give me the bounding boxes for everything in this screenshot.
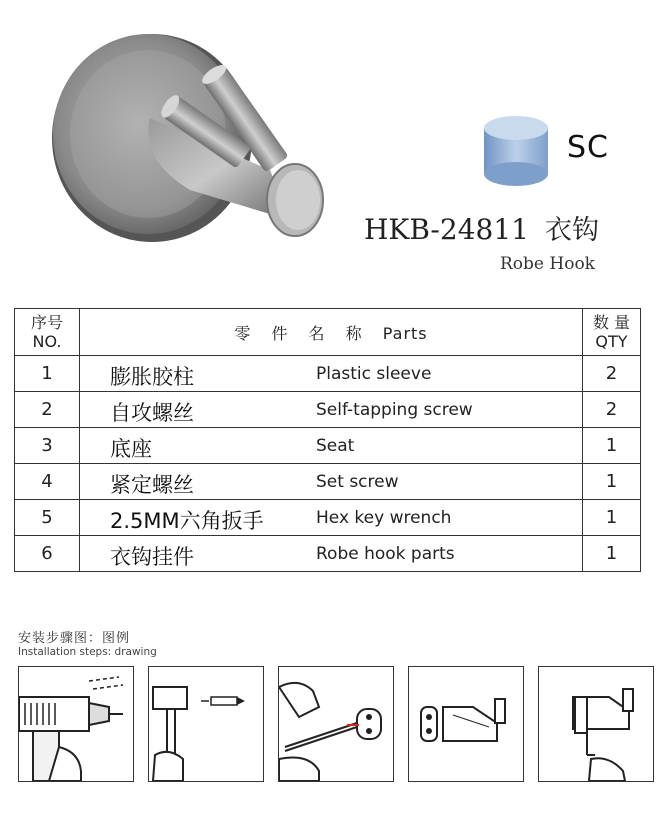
row-qty: 1 [583, 536, 641, 572]
row-name-cn: 自攻螺丝 [110, 401, 194, 425]
header-no-en: NO. [32, 332, 62, 351]
step-2-hammer [148, 666, 264, 782]
table-header-row [15, 309, 641, 356]
steps-subtitle: Installation steps: drawing [18, 646, 157, 658]
row-qty: 1 [583, 500, 641, 536]
table-row [15, 464, 641, 500]
row-name [80, 392, 583, 428]
row-name [80, 500, 583, 536]
table-row [15, 356, 641, 392]
row-no: 5 [15, 500, 80, 536]
row-name-en: Seat [316, 436, 355, 456]
step-1-drill [18, 666, 134, 782]
step-5-tighten [538, 666, 654, 782]
row-name-cn: 2.5MM六角扳手 [110, 509, 264, 533]
row-name-en: Robe hook parts [316, 544, 455, 564]
row-no: 2 [15, 392, 80, 428]
hang-hook-icon [409, 667, 523, 781]
header-no [15, 309, 80, 356]
row-no: 1 [15, 356, 80, 392]
tighten-set-screw-icon [539, 667, 653, 781]
row-name-en: Self-tapping screw [316, 400, 473, 420]
row-name-cn: 衣钩挂件 [110, 545, 194, 569]
table-row [15, 392, 641, 428]
row-no: 4 [15, 464, 80, 500]
header-qty-en: QTY [595, 332, 628, 351]
header-parts [80, 309, 583, 356]
step-3-screw [278, 666, 394, 782]
steps-title: 安装步骤图：图例 [18, 631, 131, 646]
table-row [15, 500, 641, 536]
row-name [80, 428, 583, 464]
row-qty: 2 [583, 356, 641, 392]
row-name [80, 356, 583, 392]
product-image [40, 20, 340, 250]
finish-swatch [480, 112, 552, 188]
row-name-en: Hex key wrench [316, 508, 452, 528]
model-name-en: Robe Hook [500, 254, 595, 274]
row-name-cn: 紧定螺丝 [110, 473, 194, 497]
model-name-cn: 衣钩 [544, 215, 599, 246]
row-qty: 1 [583, 464, 641, 500]
row-name [80, 536, 583, 572]
header-qty [583, 309, 641, 356]
row-qty: 2 [583, 392, 641, 428]
drill-wall-icon [19, 667, 133, 781]
row-name [80, 464, 583, 500]
row-no: 3 [15, 428, 80, 464]
table-row [15, 428, 641, 464]
row-name-cn: 底座 [110, 437, 152, 461]
row-no: 6 [15, 536, 80, 572]
row-name-en: Plastic sleeve [316, 364, 432, 384]
model-title [364, 208, 599, 247]
hammer-sleeve-icon [149, 667, 263, 781]
header-parts-en: Parts [382, 323, 428, 343]
parts-table [14, 308, 641, 572]
model-number: HKB-24811 [364, 213, 529, 246]
row-qty: 1 [583, 428, 641, 464]
step-4-hang [408, 666, 524, 782]
row-name-en: Set screw [316, 472, 399, 492]
finish-code: SC [567, 130, 609, 165]
table-row [15, 536, 641, 572]
row-name-cn: 膨胀胶柱 [110, 365, 194, 389]
header-qty-cn: 数 量 [592, 313, 631, 332]
header-parts-cn: 零 件 名 称 [234, 323, 370, 343]
header-no-cn: 序号 [30, 313, 63, 332]
screw-seat-icon [279, 667, 393, 781]
